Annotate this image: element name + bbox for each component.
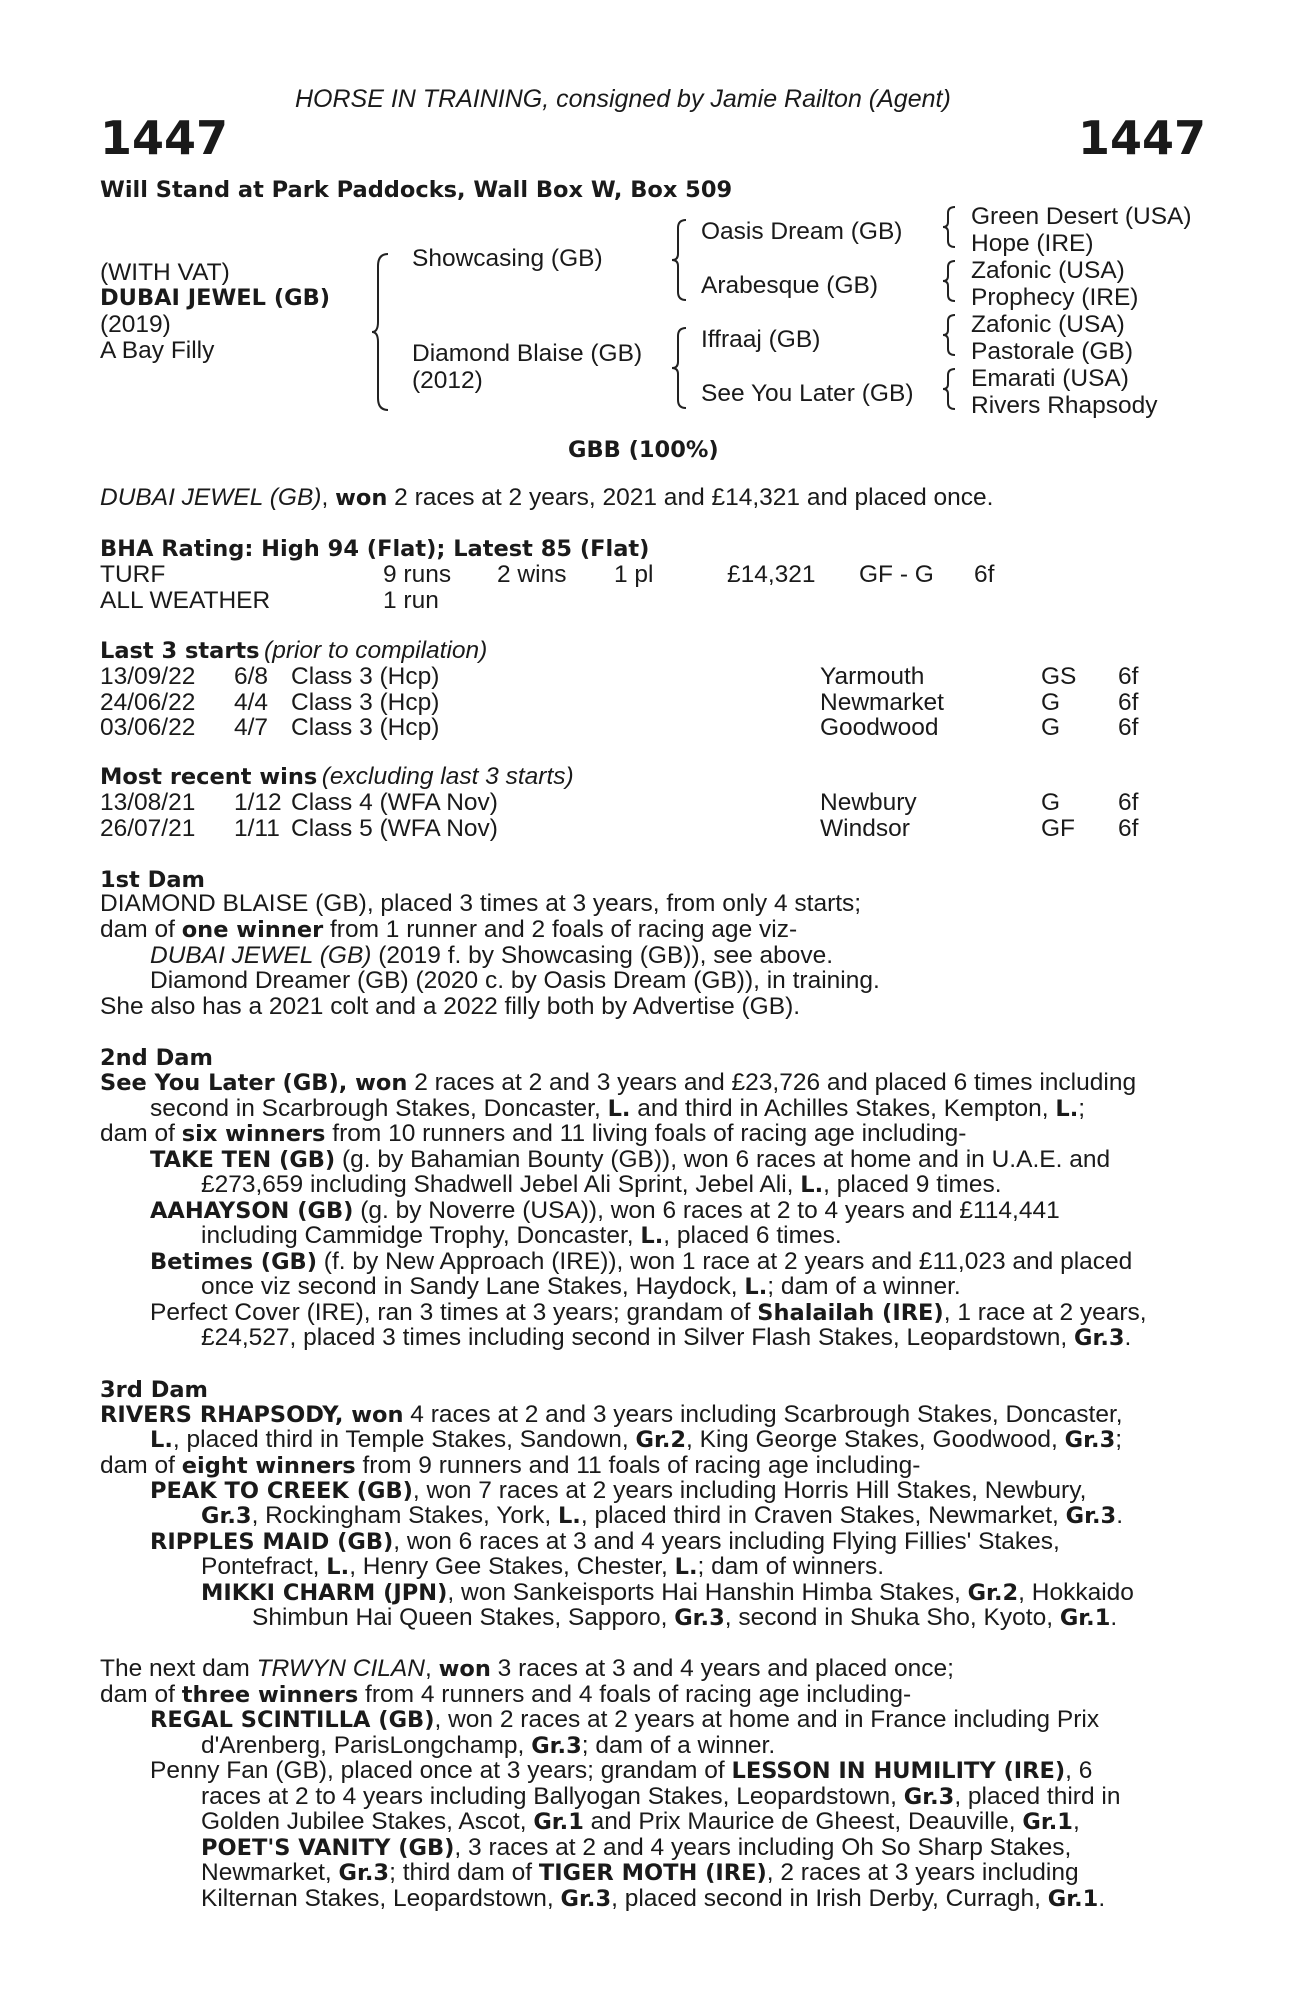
- nextdam-line: [201, 1733, 775, 1760]
- produce-name: RIPPLES MAID (GB): [150, 1529, 394, 1555]
- ggs-4: Prophecy (IRE): [971, 284, 1139, 311]
- text: , Henry Gee Stakes, Chester,: [349, 1553, 675, 1580]
- rating-surface: ALL WEATHER: [100, 587, 271, 614]
- horse-name: DUBAI JEWEL (GB): [100, 285, 330, 311]
- grade: L.: [640, 1223, 664, 1249]
- produce-name: PEAK TO CREEK (GB): [150, 1478, 413, 1504]
- summary-rest: 2 races at 2 years, 2021 and £14,321 and placed once.: [394, 484, 994, 511]
- race-course: Yarmouth: [820, 663, 925, 690]
- nextdam-line: [201, 1860, 1079, 1887]
- race-distance: 6f: [1118, 789, 1139, 816]
- race-distance: 6f: [1118, 663, 1139, 690]
- text: , 1 race at 2 years,: [943, 1299, 1147, 1326]
- text: , won 6 races at 3 and 4 years including Flying Fillies' Stakes,: [393, 1528, 1060, 1555]
- dam3-line: [150, 1529, 1060, 1556]
- won-label: won: [438, 1656, 491, 1682]
- text: d'Arenberg, ParisLongchamp,: [201, 1732, 532, 1759]
- nextdam-line: [100, 1656, 954, 1683]
- text: second in Scarbrough Stakes, Doncaster,: [150, 1095, 608, 1122]
- grade: L.: [744, 1274, 768, 1300]
- grade: Gr.3: [531, 1733, 582, 1759]
- recent-wins-heading: [100, 764, 574, 790]
- race-date: 13/08/21: [100, 789, 196, 816]
- nextdam-line: [201, 1835, 1071, 1862]
- text: ;: [1115, 1426, 1123, 1453]
- text: once viz second in Sandy Lane Stakes, Haydock,: [201, 1273, 745, 1300]
- breed-percentage: GBB (100%): [568, 437, 719, 463]
- horse-year: (2019): [100, 311, 171, 338]
- horse-description: A Bay Filly: [100, 337, 215, 364]
- produce-name: Shalailah (IRE): [757, 1300, 944, 1326]
- nextdam-line: [201, 1886, 1105, 1913]
- text: , placed 9 times.: [823, 1171, 1002, 1198]
- rating-wins: 2 wins: [497, 561, 567, 588]
- grade: L.: [150, 1427, 173, 1453]
- rating-placed: 1 pl: [614, 561, 654, 588]
- text: , placed third in Temple Stakes, Sandown,: [172, 1426, 636, 1453]
- text: , won Sankeisports Hai Hanshin Himba Stakes,: [447, 1579, 968, 1606]
- text: , Rockingham Stakes, York,: [251, 1502, 558, 1529]
- last3-title: Last 3 starts: [100, 638, 260, 664]
- dam-sire: Iffraaj (GB): [701, 326, 821, 353]
- rating-runs: 9 runs: [383, 561, 452, 588]
- grade: Gr.2: [967, 1580, 1019, 1606]
- race-course: Newmarket: [820, 688, 944, 716]
- text: (f. by New Approach (IRE)), won 1 race at 2 years and £11,023 and placed: [317, 1248, 1133, 1275]
- stand-location: Will Stand at Park Paddocks, Wall Box W, Box 509: [100, 177, 733, 203]
- dam2-line: [150, 1096, 1085, 1123]
- race-distance: 6f: [1118, 714, 1139, 741]
- pedigree-brace-g1: [941, 205, 959, 249]
- summary-horse: DUBAI JEWEL (GB): [100, 484, 322, 511]
- rating-going: GF - G: [859, 561, 934, 588]
- pedigree-brace-sire: [670, 218, 690, 302]
- text: , placed 6 times.: [663, 1222, 842, 1249]
- recent-title: Most recent wins: [100, 764, 318, 790]
- text: , placed third in: [954, 1783, 1121, 1810]
- grade: L.: [674, 1554, 698, 1580]
- consignor-line: HORSE IN TRAINING, consigned by Jamie Railton (Agent): [295, 85, 951, 113]
- text: from 1 runner and 2 foals of racing age viz-: [323, 916, 798, 943]
- text: and third in Achilles Stakes, Kempton,: [630, 1095, 1056, 1122]
- dam1-line: She also has a 2021 colt and a 2022 filly both by Advertise (GB).: [100, 993, 801, 1020]
- race-position: 4/7: [234, 714, 269, 741]
- text: ; third dam of: [389, 1859, 539, 1886]
- text: £24,527, placed 3 times including second in Silver Flash Stakes, Leopardstown,: [201, 1324, 1074, 1351]
- text: ,: [1072, 1808, 1080, 1835]
- text: (2019 f. by Showcasing (GB)), see above.: [371, 942, 834, 969]
- race-summary: [100, 485, 994, 512]
- winner-count: eight winners: [181, 1453, 356, 1479]
- winner-count: six winners: [181, 1121, 326, 1147]
- grade: L.: [326, 1554, 350, 1580]
- text: Penny Fan (GB), placed once at 3 years; grandam of: [150, 1757, 732, 1784]
- text: ; dam of a winner.: [767, 1273, 961, 1300]
- rating-runs: 1 run: [383, 587, 439, 614]
- rating-surface: TURF: [100, 561, 166, 588]
- grade: Gr.3: [1073, 1325, 1125, 1351]
- produce-name: TIGER MOTH (IRE): [538, 1860, 767, 1886]
- text: Perfect Cover (IRE), ran 3 times at 3 years; grandam of: [150, 1299, 758, 1326]
- text: (g. by Noverre (USA)), won 6 races at 2 to 4 years and £114,441: [353, 1197, 1060, 1224]
- ggs-1: Green Desert (USA): [971, 203, 1192, 230]
- ggs-5: Zafonic (USA): [971, 311, 1125, 338]
- dam3-line: [201, 1554, 884, 1581]
- ggs-2: Hope (IRE): [971, 230, 1094, 257]
- grade: Gr.3: [1065, 1503, 1117, 1529]
- race-position: 1/12: [234, 789, 282, 816]
- dam1-line: DIAMOND BLAISE (GB), placed 3 times at 3 years, from only 4 starts;: [100, 890, 862, 917]
- ggs-7: Emarati (USA): [971, 365, 1129, 392]
- dam3-line: [100, 1402, 1123, 1429]
- text: from 9 runners and 11 foals of racing age including-: [355, 1452, 921, 1479]
- text: 4 races at 2 and 3 years including Scarbrough Stakes, Doncaster,: [403, 1401, 1123, 1428]
- race-course: Windsor: [820, 814, 910, 842]
- grade: Gr.1: [533, 1809, 584, 1835]
- text: , second in Shuka Sho, Kyoto,: [724, 1604, 1060, 1631]
- text: , 2 races at 3 years including: [766, 1859, 1079, 1886]
- grade: L.: [557, 1503, 581, 1529]
- text: ; dam of winners.: [697, 1553, 885, 1580]
- text: £273,659 including Shadwell Jebel Ali Sprint, Jebel Ali,: [201, 1171, 801, 1198]
- grade: Gr.1: [1059, 1605, 1111, 1631]
- text: dam of: [100, 1120, 182, 1147]
- dam2-title: 2nd Dam: [100, 1045, 213, 1071]
- rating-distance: 6f: [974, 561, 995, 588]
- dam2-line: [150, 1249, 1132, 1276]
- text: , won 2 races at 2 years at home and in France including Prix: [434, 1706, 1100, 1733]
- race-going: G: [1041, 688, 1061, 716]
- sire: Showcasing (GB): [412, 245, 603, 272]
- grade: L.: [607, 1096, 631, 1122]
- text: , 6: [1065, 1757, 1093, 1784]
- ggs-3: Zafonic (USA): [971, 257, 1125, 284]
- dam3-title: 3rd Dam: [100, 1377, 208, 1403]
- produce-name: REGAL SCINTILLA (GB): [150, 1707, 435, 1733]
- grade: Gr.3: [674, 1605, 725, 1631]
- text: including Cammidge Trophy, Doncaster,: [201, 1222, 641, 1249]
- race-position: 1/11: [234, 814, 280, 842]
- race-position: 4/4: [234, 688, 269, 716]
- dam3-line: [201, 1580, 1134, 1607]
- dam: Diamond Blaise (GB): [412, 340, 643, 367]
- produce-name: POET'S VANITY (GB): [201, 1835, 455, 1861]
- text: Newmarket,: [201, 1859, 339, 1886]
- dam3-line: [150, 1427, 1122, 1454]
- text: , placed third in Craven Stakes, Newmarket,: [580, 1502, 1066, 1529]
- produce-name: AAHAYSON (GB): [150, 1198, 354, 1224]
- dam3-line: [100, 1453, 920, 1480]
- text: Pontefract,: [201, 1553, 327, 1580]
- text: ; dam of a winner.: [581, 1732, 776, 1759]
- race-distance: 6f: [1118, 688, 1139, 716]
- text: and Prix Maurice de Gheest, Deauville,: [583, 1808, 1023, 1835]
- race-class: Class 4 (WFA Nov): [291, 789, 498, 816]
- text: , King George Stakes, Goodwood,: [686, 1426, 1065, 1453]
- produce-name: Betimes (GB): [150, 1249, 317, 1275]
- dam3-line: [252, 1605, 1117, 1632]
- text: , placed second in Irish Derby, Curragh,: [611, 1885, 1048, 1912]
- race-date: 24/06/22: [100, 688, 196, 716]
- text: ;: [1078, 1095, 1086, 1122]
- dam-dam: See You Later (GB): [701, 380, 914, 407]
- rating-prize: £14,321: [727, 561, 816, 588]
- grade: Gr.1: [1022, 1809, 1073, 1835]
- dam-year: (2012): [412, 367, 483, 394]
- text: ,: [424, 1655, 439, 1682]
- text: dam of: [100, 1681, 182, 1708]
- text: .: [1116, 1502, 1123, 1529]
- race-position: 6/8: [234, 663, 269, 690]
- ggs-8: Rivers Rhapsody: [971, 392, 1158, 419]
- pedigree-brace-g4: [941, 367, 959, 411]
- text: 3 races at 3 and 4 years and placed once;: [490, 1655, 954, 1682]
- race-course: Goodwood: [820, 714, 939, 741]
- dam1-title: 1st Dam: [100, 867, 205, 893]
- text: Golden Jubilee Stakes, Ascot,: [201, 1808, 534, 1835]
- text: 2 races at 2 and 3 years and £23,726 and placed 6 times including: [407, 1069, 1137, 1096]
- produce-name: MIKKI CHARM (JPN): [201, 1580, 448, 1606]
- nextdam-line: [100, 1682, 911, 1709]
- dam2-line: [201, 1274, 961, 1301]
- text: Shimbun Hai Queen Stakes, Sapporo,: [252, 1604, 675, 1631]
- pedigree-brace-main: [370, 252, 392, 412]
- nextdam-line: [201, 1809, 1080, 1836]
- race-going: G: [1041, 714, 1061, 741]
- bha-rating-title: BHA Rating: High 94 (Flat); Latest 85 (Flat): [100, 536, 650, 562]
- pedigree-brace-dam: [670, 326, 690, 410]
- text: from 10 runners and 11 living foals of racing age including-: [325, 1120, 967, 1147]
- ggs-6: Pastorale (GB): [971, 338, 1134, 365]
- produce-name: TAKE TEN (GB): [150, 1147, 336, 1173]
- text: , won 7 races at 2 years including Horris Hill Stakes, Newbury,: [412, 1477, 1087, 1504]
- text: The next dam: [100, 1655, 257, 1682]
- summary-won: won: [335, 485, 388, 511]
- nextdam-line: [150, 1707, 1099, 1734]
- dam2-line: [201, 1325, 1131, 1352]
- dam3-line: [150, 1478, 1086, 1505]
- race-distance: 6f: [1118, 814, 1139, 842]
- dam2-line: [150, 1198, 1060, 1225]
- dam-name: RIVERS RHAPSODY, won: [100, 1402, 404, 1428]
- grade: Gr.1: [1047, 1886, 1099, 1912]
- grade: Gr.3: [338, 1860, 390, 1886]
- race-class: Class 3 (Hcp): [291, 663, 440, 690]
- sire-sire: Oasis Dream (GB): [701, 218, 903, 245]
- last3-heading: [100, 638, 487, 664]
- dam2-line: [201, 1223, 842, 1250]
- text: .: [1110, 1604, 1118, 1631]
- summary-sep: ,: [321, 484, 329, 511]
- race-date: 26/07/21: [100, 814, 196, 842]
- race-date: 13/09/22: [100, 663, 196, 690]
- lot-number-right: 1447: [1077, 111, 1206, 165]
- dam-name: See You Later (GB), won: [100, 1070, 408, 1096]
- nextdam-line: [201, 1784, 1120, 1811]
- dam2-line: [201, 1172, 1002, 1199]
- grade: L.: [800, 1172, 824, 1198]
- text: races at 2 to 4 years including Ballyogan Stakes, Leopardstown,: [201, 1783, 904, 1810]
- vat-note: (WITH VAT): [100, 259, 230, 286]
- produce-name: DUBAI JEWEL (GB): [150, 942, 372, 969]
- race-course: Newbury: [820, 789, 917, 816]
- last3-note: (prior to compilation): [264, 637, 488, 664]
- winner-count: three winners: [181, 1682, 359, 1708]
- dam1-line: [100, 917, 797, 944]
- text: .: [1098, 1885, 1106, 1912]
- text: dam of: [100, 916, 182, 943]
- text: , 3 races at 2 and 4 years including Oh So Sharp Stakes,: [454, 1834, 1072, 1861]
- pedigree-brace-g2: [941, 259, 959, 303]
- dam2-line: [100, 1070, 1202, 1097]
- dam1-produce: Diamond Dreamer (GB) (2020 c. by Oasis Dream (GB)), in training.: [150, 967, 880, 994]
- text: dam of: [100, 1452, 182, 1479]
- race-class: Class 5 (WFA Nov): [291, 814, 498, 842]
- race-class: Class 3 (Hcp): [291, 714, 440, 741]
- race-class: Class 3 (Hcp): [291, 688, 440, 716]
- pedigree-brace-g3: [941, 313, 959, 357]
- winner-count: one winner: [181, 917, 324, 943]
- text: Kilternan Stakes, Leopardstown,: [201, 1885, 561, 1912]
- produce-name: LESSON IN HUMILITY (IRE): [731, 1758, 1066, 1784]
- race-date: 03/06/22: [100, 714, 196, 741]
- text: , Hokkaido: [1018, 1579, 1134, 1606]
- nextdam-line: [150, 1758, 1092, 1785]
- grade: Gr.3: [1064, 1427, 1116, 1453]
- dam1-produce: [150, 943, 833, 969]
- dam2-line: [100, 1121, 966, 1148]
- race-going: GS: [1041, 663, 1077, 690]
- grade: L.: [1055, 1096, 1079, 1122]
- dam2-line: [150, 1147, 1110, 1174]
- grade: Gr.3: [903, 1784, 955, 1810]
- grade: Gr.2: [635, 1427, 687, 1453]
- lot-number-left: 1447: [100, 111, 229, 165]
- sire-dam: Arabesque (GB): [701, 272, 879, 299]
- text: .: [1124, 1324, 1132, 1351]
- text: (g. by Bahamian Bounty (GB)), won 6 races at home and in U.A.E. and: [335, 1146, 1111, 1173]
- grade: Gr.3: [201, 1503, 252, 1529]
- grade: Gr.3: [560, 1886, 612, 1912]
- dam2-line: [150, 1300, 1147, 1327]
- dam-name: TRWYN CILAN: [256, 1655, 425, 1682]
- race-going: GF: [1041, 814, 1076, 842]
- text: from 4 runners and 4 foals of racing age including-: [358, 1681, 912, 1708]
- race-going: G: [1041, 789, 1061, 816]
- recent-note: (excluding last 3 starts): [321, 763, 574, 790]
- dam3-line: [201, 1503, 1123, 1530]
